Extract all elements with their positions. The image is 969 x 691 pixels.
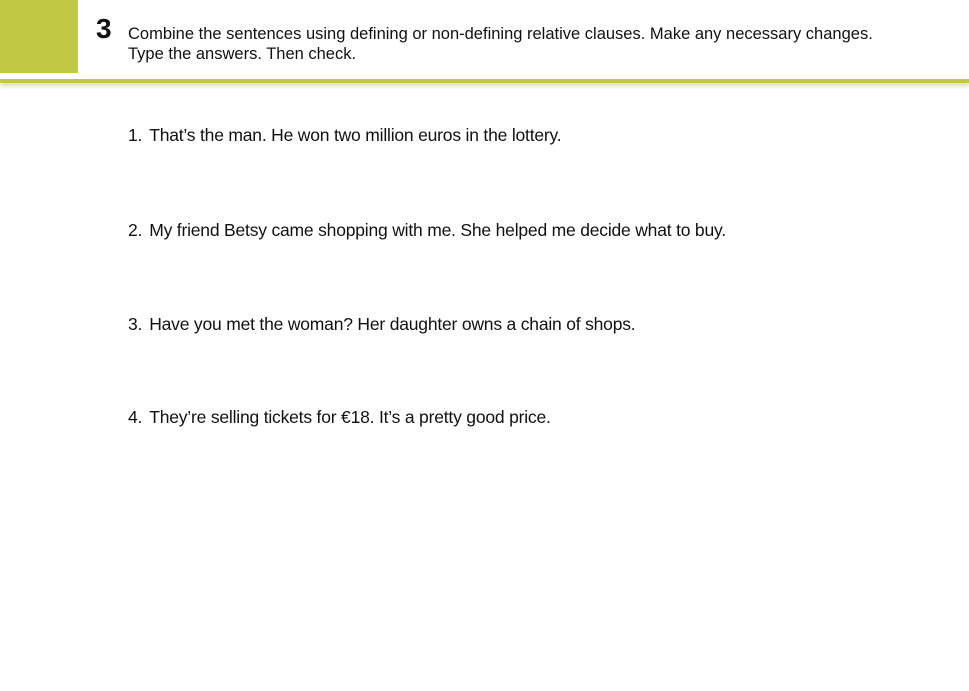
item-text: They’re selling tickets for €18. It’s a pretty good price. xyxy=(149,407,551,427)
exercise-instructions xyxy=(128,24,958,64)
exercise-header xyxy=(0,0,969,80)
exercise-number: 3 xyxy=(96,13,112,44)
exercise-item-3 xyxy=(128,313,635,335)
accent-block xyxy=(0,0,78,73)
exercise-item-1 xyxy=(128,124,561,146)
item-number: 2. xyxy=(128,220,143,240)
instructions-line-1: Combine the sentences using defining or non-defining relative clauses. Make any necessary changes. xyxy=(128,25,873,43)
item-number: 4. xyxy=(128,407,143,427)
item-text: That’s the man. He won two million euros in the lottery. xyxy=(149,125,562,145)
header-divider xyxy=(0,79,969,83)
item-text: Have you met the woman? Her daughter owns a chain of shops. xyxy=(149,314,636,334)
item-number: 3. xyxy=(128,314,143,334)
instructions-line-2: Type the answers. Then check. xyxy=(128,45,357,63)
item-number: 1. xyxy=(128,125,143,145)
item-text: My friend Betsy came shopping with me. She helped me decide what to buy. xyxy=(149,220,726,240)
exercise-item-2 xyxy=(128,219,726,241)
exercise-item-4 xyxy=(128,406,551,428)
